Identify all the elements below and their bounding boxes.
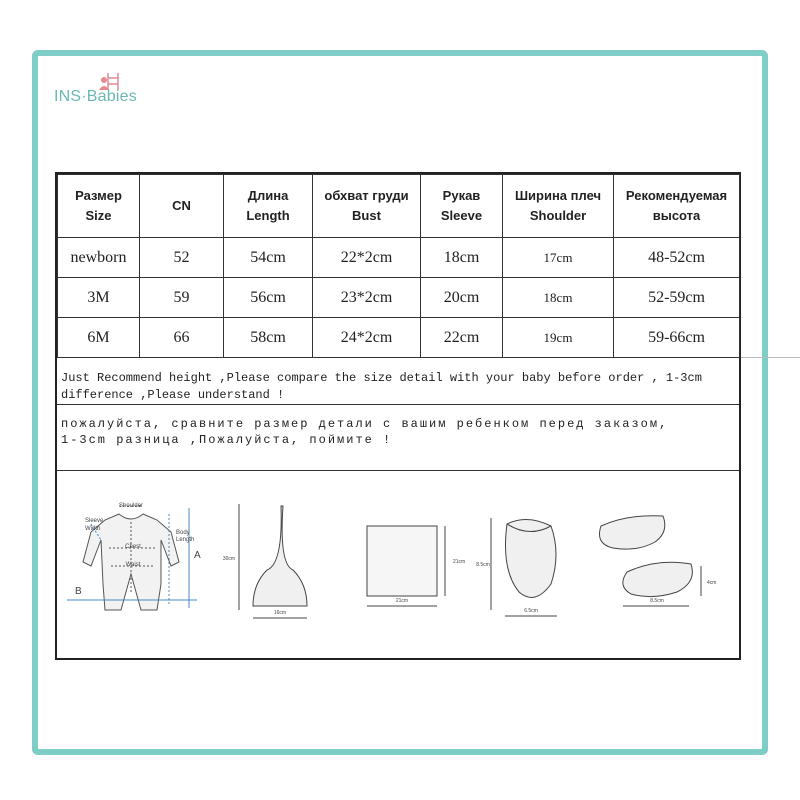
cell-cn: 52 (140, 238, 224, 278)
label-bootie-width: 8.5cm (650, 598, 664, 604)
label-body: Body (176, 530, 190, 536)
cell-sleeve: 20cm (421, 278, 503, 318)
cell-height: 52-59cm (614, 278, 740, 318)
header-shoulder: Ширина плеч Shoulder (503, 175, 614, 238)
label-b: B (75, 586, 82, 597)
label-hat-height: 30cm (222, 556, 236, 562)
table-row (58, 318, 740, 358)
mitten-diagram (491, 518, 557, 616)
brand-logo (54, 70, 164, 114)
hat-diagram (239, 504, 307, 618)
note-russian-line1: пожалуйста, сравните размер детали с вашим ребенком перед заказом, (61, 417, 669, 431)
label-sleeve: Sleeve (85, 518, 104, 524)
cell-bust: 22*2cm (313, 238, 421, 278)
cell-length: 58cm (224, 318, 313, 358)
bootie-diagram (600, 516, 702, 606)
note-english: Just Recommend height ,Please compare the size detail with your baby before order , 1-3cm difference ,Please understand ! (61, 371, 702, 402)
cell-size: newborn (58, 238, 140, 278)
cell-shoulder: 19cm (503, 318, 614, 358)
table-header-row (58, 175, 740, 238)
label-hat-width: 16cm (273, 610, 287, 616)
cell-height: 48-52cm (614, 238, 740, 278)
table-row (58, 238, 740, 278)
label-mitten-width: 6.5cm (524, 608, 538, 614)
label-a: A (194, 550, 201, 561)
brand-name: INS·Babies (54, 88, 137, 105)
product-diagrams (57, 474, 739, 658)
cell-sleeve: 22cm (421, 318, 503, 358)
cell-size: 6M (58, 318, 140, 358)
cell-bust: 24*2cm (313, 318, 421, 358)
cell-bust: 23*2cm (313, 278, 421, 318)
cell-cn: 59 (140, 278, 224, 318)
cell-height: 59-66cm (614, 318, 740, 358)
cell-shoulder: 18cm (503, 278, 614, 318)
label-mitten-height: 8.5cm (476, 562, 490, 568)
cell-cn: 66 (140, 318, 224, 358)
divider (57, 404, 739, 405)
table-row (58, 278, 740, 318)
size-chart-sheet (55, 172, 741, 660)
cell-sleeve: 18cm (421, 238, 503, 278)
header-height: Рекомендуемая высота (614, 175, 740, 238)
label-length: Length (176, 537, 195, 543)
cell-size: 3M (58, 278, 140, 318)
header-bust: обхват груди Bust (313, 175, 421, 238)
note-russian-line2: 1-3cm разница ,Пожалуйста, поймите ! (61, 433, 393, 447)
cell-length: 56cm (224, 278, 313, 318)
divider (57, 470, 739, 471)
cell-length: 54cm (224, 238, 313, 278)
note-russian (61, 416, 737, 448)
label-cloth-width: 21cm (395, 598, 409, 604)
header-size: Размер Size (58, 175, 140, 238)
size-table (57, 174, 740, 358)
header-length: Длина Length (224, 175, 313, 238)
label-bootie-height: 4cm (707, 580, 717, 586)
cloth-diagram (367, 526, 445, 606)
label-waist: Waist (125, 562, 141, 568)
label-shoulder: Shoulder (118, 503, 144, 509)
header-cn: CN (140, 175, 224, 238)
diagram-svg (57, 474, 739, 658)
label-sleeve-width: Width (85, 526, 101, 532)
label-cloth-height: 21cm (453, 559, 466, 565)
label-chest: Chest (125, 544, 141, 550)
cell-shoulder: 17cm (503, 238, 614, 278)
divider (741, 357, 800, 358)
header-sleeve: Рукав Sleeve (421, 175, 503, 238)
